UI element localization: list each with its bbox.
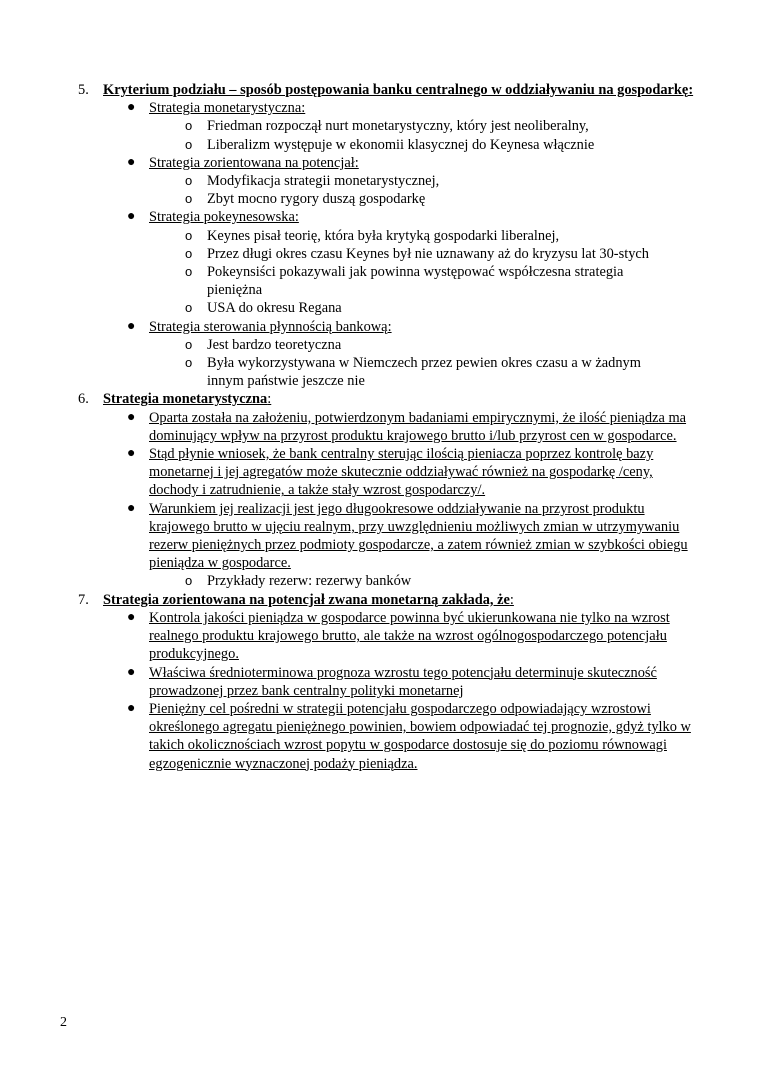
sub-list-item	[0, 572, 657, 590]
sub-list-item-text: Była wykorzystywana w Niemczech przez pewien okres czasu a w żadnym innym państwie jeszcze nie	[207, 355, 641, 390]
section-number: 7.	[78, 591, 89, 608]
section-number: 6.	[78, 391, 89, 408]
circle-bullet-icon: o	[185, 336, 193, 352]
circle-bullet-icon: o	[185, 355, 193, 371]
document-page	[0, 81, 760, 773]
bullet-icon: ●	[127, 446, 136, 462]
list-item	[0, 700, 701, 773]
sub-list-item	[0, 245, 657, 263]
bullet-icon: ●	[127, 664, 136, 680]
list-item-text: Strategia zorientowana na potencjał:	[149, 154, 359, 171]
sub-list-item-text: USA do okresu Regana	[207, 300, 342, 317]
sub-list-item	[0, 227, 657, 245]
list-item-text: Oparta została na założeniu, potwierdzonym badaniami empirycznymi, że ilość pieniądza ma dominujący wpływ na przyrost produktu krajowego brutto i/lub przyrost cen w gospodarce.	[149, 409, 687, 444]
list-item-text: Kontrola jakości pieniądza w gospodarce powinna być ukierunkowana nie tylko na wzrost realnego produktu krajowego brutto, ale także na wzrost ogólnogospodarczego potencjału produkcyjnego.	[149, 609, 670, 663]
sub-list-item-text: Pokeynsiści pokazywali jak powinna występować współczesna strategia pieniężna	[207, 264, 624, 299]
list-item	[0, 445, 701, 500]
bullet-icon: ●	[127, 700, 136, 716]
list-item	[0, 99, 701, 117]
sub-list-item-text: Liberalizm występuje w ekonomii klasycznej do Keynesa włącznie	[207, 136, 595, 153]
circle-bullet-icon: o	[185, 573, 193, 589]
bullet-icon: ●	[127, 409, 136, 425]
list-item	[0, 154, 701, 172]
circle-bullet-icon: o	[185, 136, 193, 152]
circle-bullet-icon: o	[185, 191, 193, 207]
bullet-icon: ●	[127, 209, 136, 225]
sub-list-item-text: Przykłady rezerw: rezerwy banków	[207, 573, 412, 590]
list-item	[0, 409, 701, 445]
list-item	[0, 208, 701, 226]
sub-list-item	[0, 136, 657, 154]
sub-list-item-text: Keynes pisał teorię, która była krytyką gospodarki liberalnej,	[207, 227, 560, 244]
bullet-icon: ●	[127, 609, 136, 625]
circle-bullet-icon: o	[185, 264, 193, 280]
list-item-text: Stąd płynie wniosek, że bank centralny sterując ilością pieniacza poprzez kontrolę bazy monetarnej i jej agregatów może skutecznie oddziaływać również na gospodarkę /ceny, dochody i zatrudnienie, a także stały wzrost gospodarczy/.	[149, 446, 654, 499]
sub-list-item	[0, 172, 657, 190]
sub-list-item-text: Modyfikacja strategii monetarystycznej,	[207, 173, 440, 190]
sub-list-item	[0, 190, 657, 208]
list-item-text: Właściwa średnioterminowa prognoza wzrostu tego potencjału determinuje skuteczność prowadzonej przez bank centralny polityki monetarnej	[149, 664, 657, 699]
sub-list-item-text: Jest bardzo teoretyczna	[207, 336, 342, 353]
sub-list-item-text: Friedman rozpoczął nurt monetarystyczny, który jest neoliberalny,	[207, 118, 589, 135]
list-item	[0, 609, 701, 664]
sub-list-item	[0, 299, 657, 317]
bullet-icon: ●	[127, 318, 136, 334]
section-title: Kryterium podziału – sposób postępowania banku centralnego w oddziaływaniu na gospodarkę:	[103, 82, 694, 98]
sub-list-item	[0, 354, 657, 390]
sub-list-item-text: Przez długi okres czasu Keynes był nie uznawany aż do kryzysu lat 30-stych	[207, 245, 649, 262]
list-item	[0, 664, 701, 700]
list-item	[0, 500, 701, 573]
bullet-icon: ●	[127, 100, 136, 116]
section-title-suffix: :	[509, 591, 514, 608]
section-title-suffix: :	[267, 391, 272, 408]
circle-bullet-icon: o	[185, 245, 193, 261]
bullet-icon: ●	[127, 500, 136, 516]
sub-list-item	[0, 117, 657, 135]
section-title: Strategia monetarystyczna	[103, 391, 268, 408]
circle-bullet-icon: o	[185, 173, 193, 189]
list-item-text: Strategia sterowania płynnością bankową:	[149, 318, 392, 335]
sub-list-item-text: Zbyt mocno rygory duszą gospodarkę	[207, 191, 426, 208]
circle-bullet-icon: o	[185, 227, 193, 243]
section-6	[0, 390, 703, 408]
sub-list-item	[0, 336, 657, 354]
circle-bullet-icon: o	[185, 118, 193, 134]
list-item-text: Strategia pokeynesowska:	[149, 209, 299, 226]
list-item	[0, 318, 701, 336]
section-title: Strategia zorientowana na potencjał zwana monetarną zakłada, że	[103, 591, 510, 608]
section-number: 5.	[78, 82, 89, 98]
sub-list-item	[0, 263, 657, 299]
section-5	[0, 81, 703, 99]
circle-bullet-icon: o	[185, 300, 193, 316]
list-item-text: Warunkiem jej realizacji jest jego długookresowe oddziaływanie na przyrost produktu krajowego brutto w ujęciu realnym, przy uwzględnieniu możliwych zmian w utrzymywaniu rezerw pieniężnych przez podmioty gospodarcze, a zatem również zmian w szybkości obiegu pieniądza w gospodarce.	[149, 500, 688, 572]
bullet-icon: ●	[127, 154, 136, 170]
list-item-text: Pieniężny cel pośredni w strategii potencjału gospodarczego odpowiadający wzrostowi określonego agregatu pieniężnego powinien, bowiem odpowiadać tej prognozie, gdyż tylko w takich okolicznościach wzrost popytu w gospodarce dostosuje się do poziomu równowagi egzogenicznie wyznaczonej podaży pieniądza.	[149, 700, 691, 772]
section-7	[0, 591, 703, 609]
page-number: 2	[60, 1015, 67, 1030]
list-item-text: Strategia monetarystyczna:	[149, 100, 306, 117]
